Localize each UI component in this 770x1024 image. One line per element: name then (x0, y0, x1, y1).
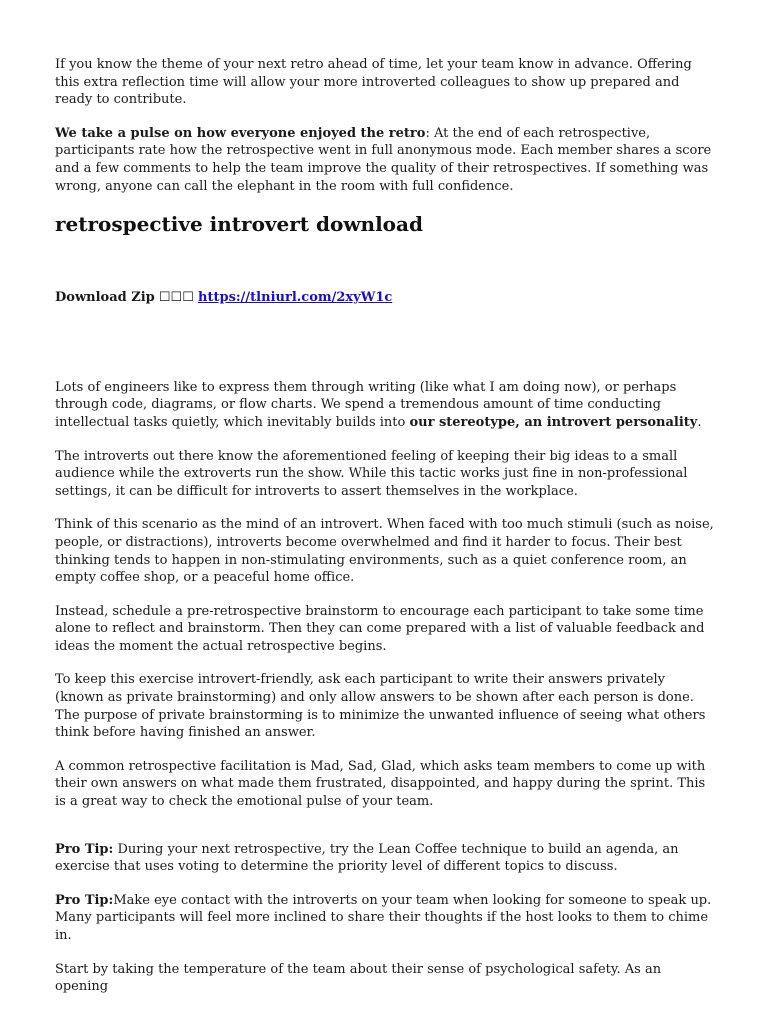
download-row (55, 289, 715, 307)
section-heading: retrospective introvert download (55, 212, 423, 237)
download-link[interactable]: https://tlniurl.com/2xyW1c (198, 290, 393, 306)
download-label: Download Zip (55, 290, 155, 306)
engineers-end: . (697, 414, 702, 430)
paragraph-scenario: Think of this scenario as the mind of an introvert. When faced with too much stimuli (such as noise, people, or distractions), introverts become overwhelmed and find it harder to focus. Their best thinking tends to happen in non-stimulating environments, such as a quiet conference room, an empty coffee shop, or a peaceful home office. (55, 517, 714, 586)
paragraph-introverts-feeling: The introverts out there know the aforementioned feeling of keeping their big ideas to a small audience while the extroverts run the show. While this tactic works just fine in non-professional settings, it can be difficult for introverts to assert themselves in the workplace. (55, 448, 688, 499)
paragraph-pulse (55, 125, 715, 195)
document-body (55, 56, 715, 1012)
engineers-text: Lots of engineers like to express them through writing (like what I am doing now), or perhaps through code, diagrams, or flow charts. We spend a tremendous amount of time conducting intellectual tasks quietly, which inevitably builds into (55, 379, 677, 430)
paragraph-temperature: Start by taking the temperature of the team about their sense of psychological safety. As an opening (55, 961, 662, 995)
arrows-icon: ☐☐☐ (158, 290, 194, 306)
pro-tip-label-1: Pro Tip: (55, 841, 114, 857)
paragraph-theme-advance: If you know the theme of your next retro ahead of time, let your team know in advance. Offering this extra reflection time will allow your more introverted colleagues to show up prepared and ready to contribute. (55, 57, 692, 108)
paragraph-mad-sad-glad: A common retrospective facilitation is Mad, Sad, Glad, which asks team members to come up with their own answers on what made them frustrated, disappointed, and happy during the sprint. This is a great way to check the emotional pulse of your team. (55, 758, 706, 810)
pro-tip-label-2: Pro Tip: (55, 892, 114, 908)
paragraph-private-brainstorm: To keep this exercise introvert-friendly, ask each participant to write their answers privately (known as private brainstorming) and only allow answers to be shown after each person is done. The purpose of private brainstorming is to minimize the unwanted influence of seeing what others think before having finished an answer. (55, 672, 706, 741)
pro-tip-text-2: Make eye contact with the introverts on your team when looking for someone to speak up. Many participants will feel more inclined to share their thoughts if the host looks to them to chime in. (55, 892, 712, 943)
pulse-bold-lead: We take a pulse on how everyone enjoyed the retro (55, 125, 426, 141)
paragraph-engineers (55, 379, 715, 432)
pulse-text: : At the end of each retrospective, participants rate how the retrospective went in full anonymous mode. Each member shares a score and a few comments to help the team improve the quality of their retrospectives. If something was wrong, anyone can call the elephant in the room with full confidence. (55, 125, 712, 194)
paragraph-pro-tip-eye-contact (55, 892, 715, 945)
paragraph-pro-tip-lean-coffee (55, 841, 715, 876)
engineers-bold: our stereotype, an introvert personality (409, 414, 698, 430)
paragraph-pre-brainstorm: Instead, schedule a pre-retrospective brainstorm to encourage each participant to take some time alone to reflect and brainstorm. Then they can come prepared with a list of valuable feedback and ideas the moment the actual retrospective begins. (55, 603, 705, 654)
pro-tip-text-1: During your next retrospective, try the Lean Coffee technique to build an agenda, an exercise that uses voting to determine the priority level of different topics to discuss. (55, 841, 679, 875)
